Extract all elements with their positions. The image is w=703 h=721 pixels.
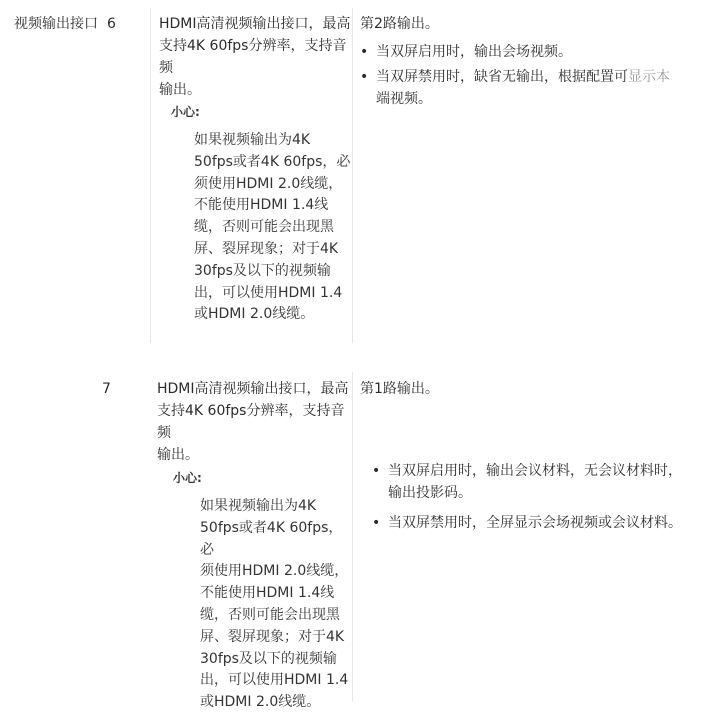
- caution-line: 屏、裂屏现象；对于4K: [194, 240, 339, 257]
- caution-line: 如果视频输出为4K: [194, 132, 311, 148]
- bullet-item: • 当双屏禁用时，缺省无输出，根据配置可显示本 端视频。: [360, 66, 690, 110]
- bullet-item: • 当双屏启用时，输出会场视频。: [360, 41, 690, 63]
- caution-line: 出，可以使用HDMI 1.4: [194, 284, 343, 301]
- caution-line: 屏、裂屏现象；对于4K: [200, 628, 345, 645]
- caution-text: [200, 496, 355, 714]
- caution-text: [194, 130, 352, 326]
- row-index: 7: [102, 381, 111, 397]
- bullet-item: • 当双屏禁用时，全屏显示会场视频或会议材料。: [372, 512, 694, 534]
- caution-line: 缆，否则可能会出现黑: [194, 219, 334, 236]
- caution-label: 小心:: [173, 471, 202, 485]
- caution-line: 或HDMI 2.0线缆。: [200, 694, 321, 711]
- row-description: [157, 378, 357, 466]
- output-title: 第1路输出。: [360, 381, 439, 397]
- desc-line: 输出。: [159, 82, 201, 98]
- caution-line: 须使用HDMI 2.0线缆，: [200, 563, 349, 580]
- caution-line: 30fps及以下的视频输: [200, 650, 337, 667]
- row-index: 6: [107, 16, 116, 32]
- caution-line: 不能使用HDMI 1.4线: [200, 585, 335, 602]
- desc-line: HDMI高清视频输出接口，最高: [159, 16, 351, 32]
- caution-line: 不能使用HDMI 1.4线: [194, 197, 329, 214]
- caution-line: 须使用HDMI 2.0线缆，: [194, 175, 343, 192]
- output-title: 第2路输出。: [360, 16, 439, 32]
- caution-label: 小心:: [171, 105, 200, 119]
- caution-line: 30fps及以下的视频输: [194, 262, 331, 279]
- bullet-item: • 当双屏启用时，输出会议材料，无会议材料时， 输出投影码。: [372, 460, 694, 504]
- caution-line: 缆，否则可能会出现黑: [200, 606, 340, 623]
- caution-line: 50fps或者4K 60fps，必: [194, 153, 351, 170]
- row-category: 视频输出接口: [14, 16, 98, 32]
- desc-line: HDMI高清视频输出接口，最高: [157, 381, 349, 397]
- desc-line: 输出。: [157, 447, 199, 463]
- column-divider-1: [150, 8, 151, 343]
- desc-line: 支持4K 60fps分辨率，支持音频: [157, 403, 345, 441]
- caution-line: 出，可以使用HDMI 1.4: [200, 672, 349, 689]
- caution-line: 如果视频输出为4K: [200, 498, 317, 514]
- desc-line: 支持4K 60fps分辨率，支持音频: [159, 38, 347, 76]
- caution-line: 或HDMI 2.0线缆。: [194, 306, 315, 323]
- output-bullets: [360, 41, 690, 113]
- caution-line: 50fps或者4K 60fps，必: [200, 519, 343, 558]
- row-description: [159, 13, 359, 101]
- output-bullets: [372, 460, 694, 537]
